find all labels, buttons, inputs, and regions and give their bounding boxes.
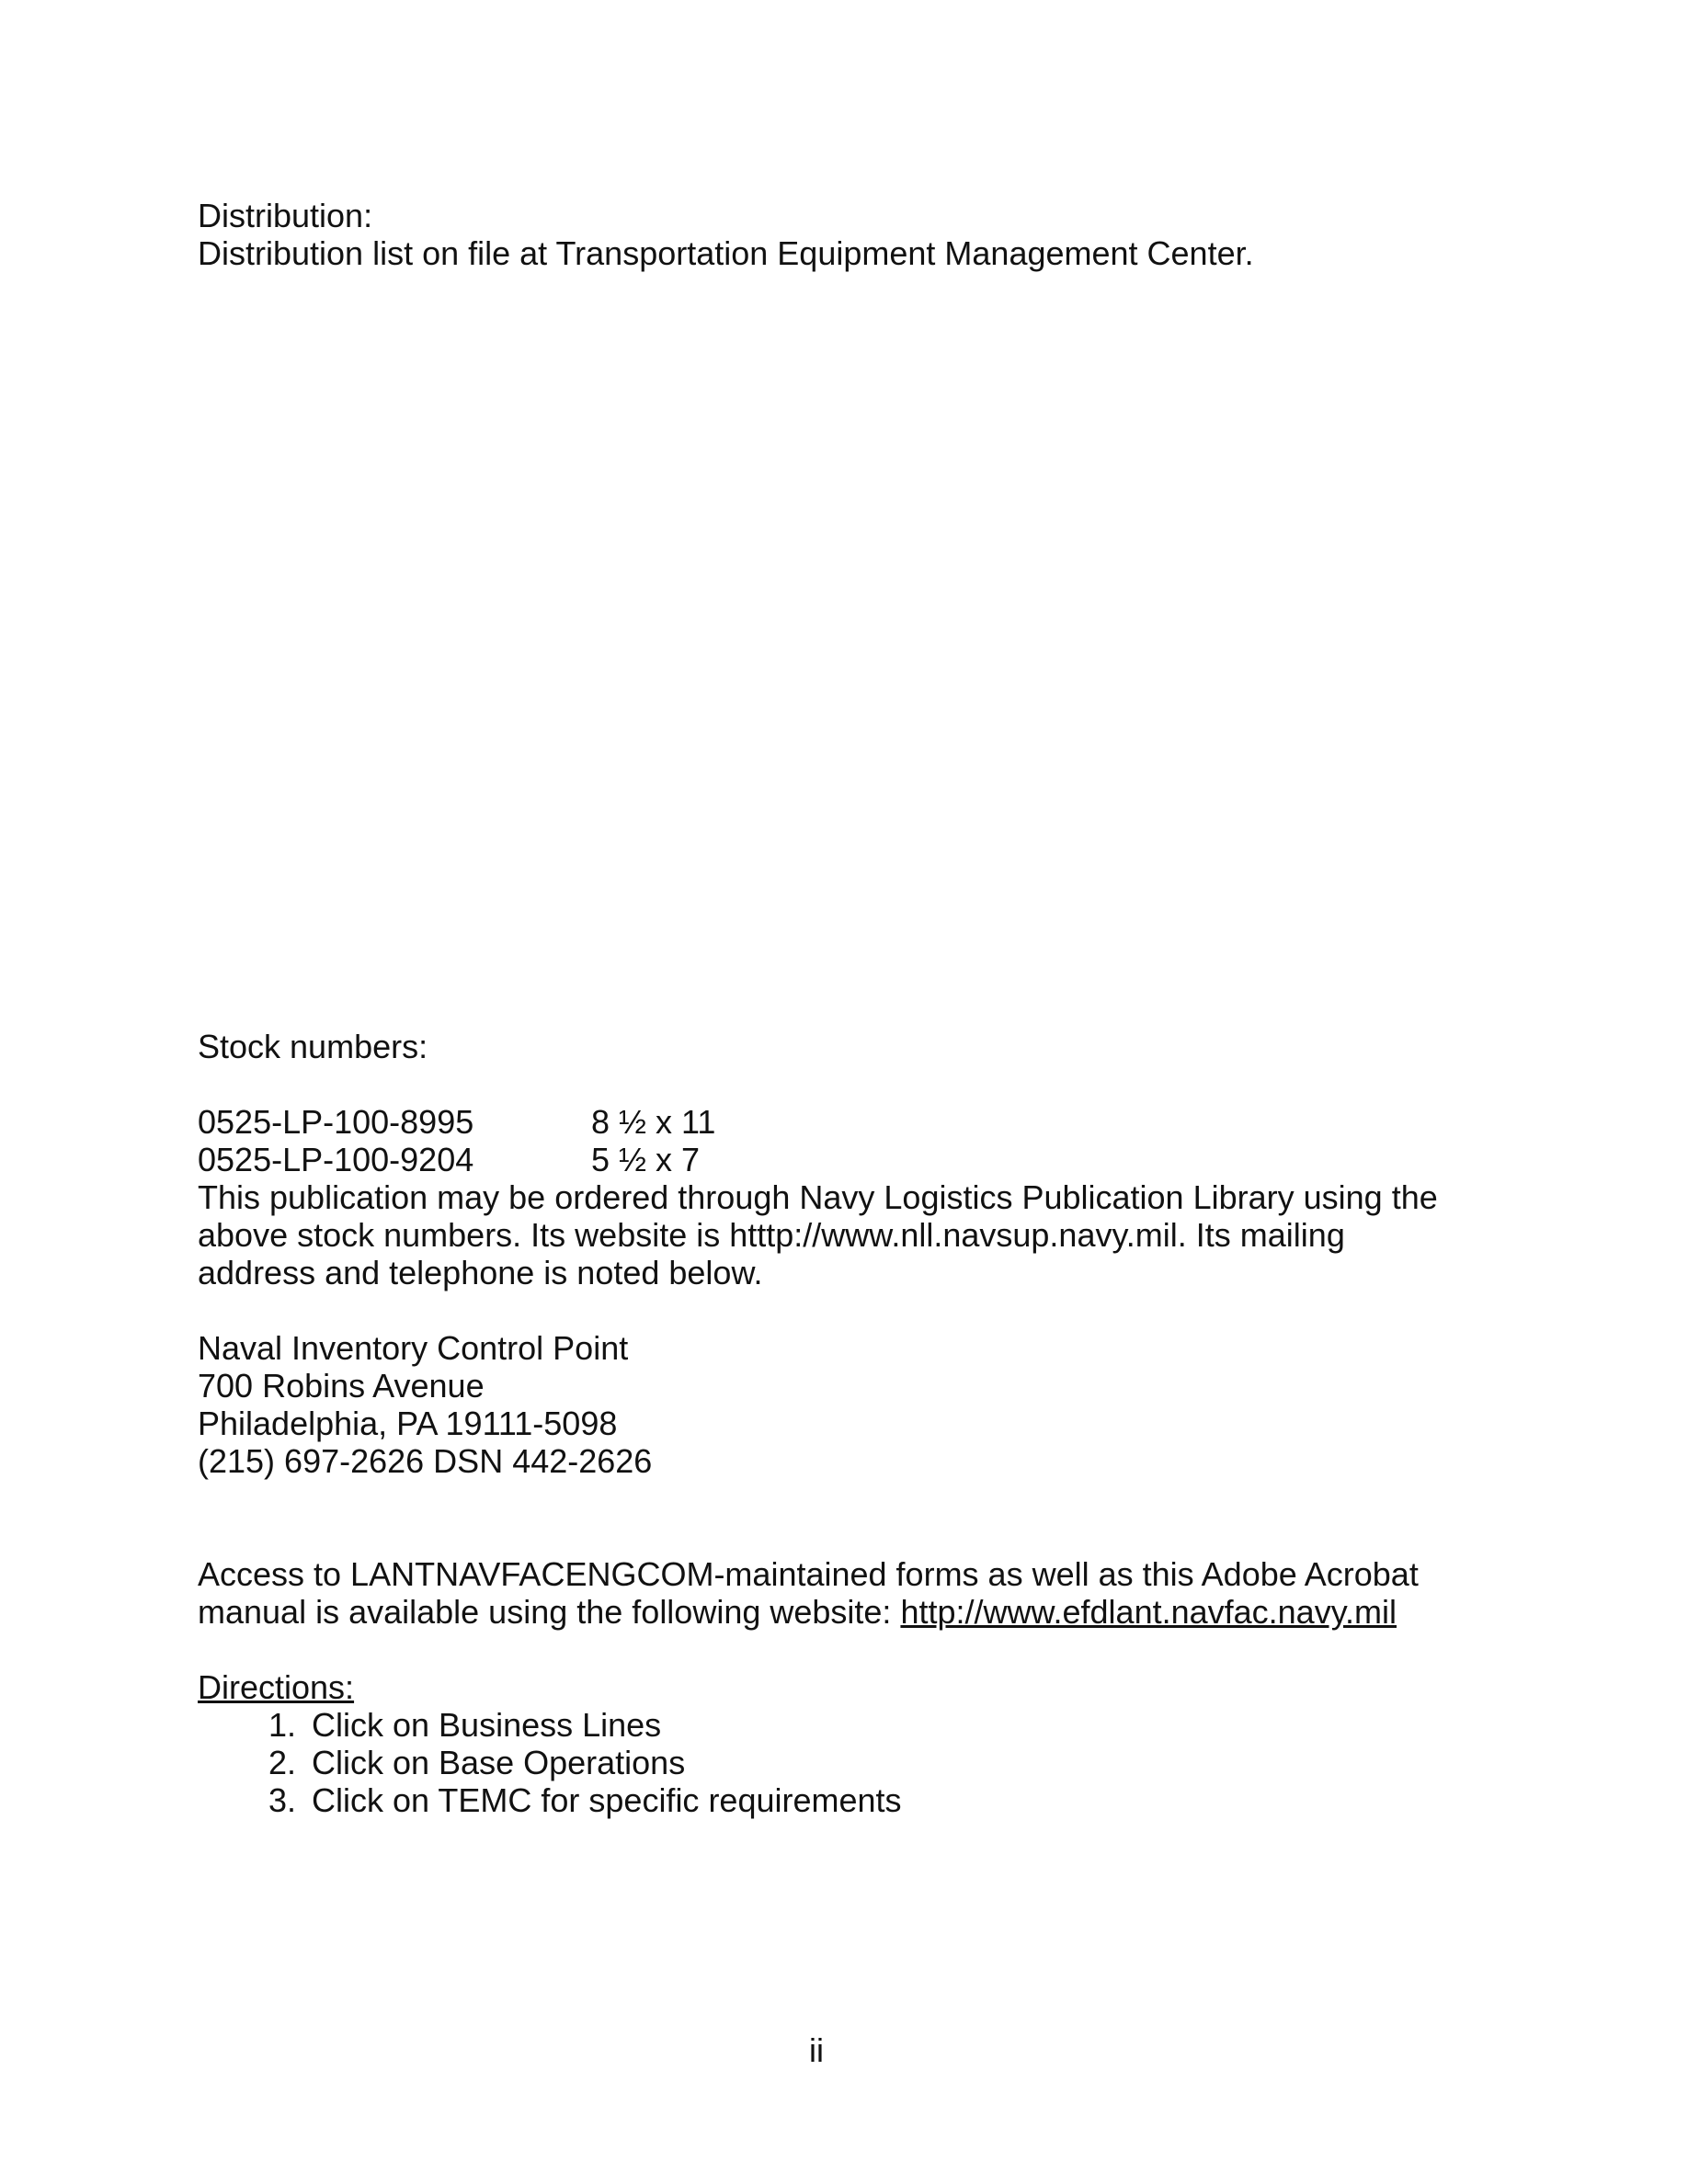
list-item-number: 2. — [268, 1744, 296, 1781]
list-item-text: Click on TEMC for specific requirements — [312, 1781, 902, 1819]
stock-numbers-table — [198, 1103, 1522, 1178]
list-item-number: 3. — [268, 1781, 296, 1819]
distribution-text: Distribution list on file at Transportation Equipment Management Center. — [198, 234, 1254, 272]
stock-number: 0525-LP-100-8995 — [198, 1103, 474, 1141]
page-number: ii — [809, 2031, 824, 2069]
access-line-2 — [198, 1593, 1522, 1631]
stock-size: 8 ½ x 11 — [591, 1103, 716, 1141]
distribution-heading: Distribution: — [198, 197, 373, 234]
mailing-address — [198, 1329, 1522, 1480]
paragraph-line: above stock numbers. Its website is htttp://www.nll.navsup.navy.mil. Its mailing — [198, 1216, 1345, 1254]
address-line: (215) 697-2626 DSN 442-2626 — [198, 1442, 653, 1480]
list-item-text: Click on Base Operations — [312, 1744, 686, 1781]
list-item — [198, 1706, 1522, 1744]
access-line-1: Access to LANTNAVFACENGCOM-maintained forms as well as this Adobe Acrobat — [198, 1555, 1419, 1593]
ordering-paragraph — [198, 1178, 1522, 1291]
stock-size: 5 ½ x 7 — [591, 1141, 701, 1178]
list-item — [198, 1781, 1522, 1819]
directions-heading: Directions: — [198, 1668, 355, 1706]
efdlant-website-link[interactable]: http://www.efdlant.navfac.navy.mil — [900, 1593, 1397, 1631]
address-line: 700 Robins Avenue — [198, 1367, 485, 1405]
stock-heading: Stock numbers: — [198, 1028, 428, 1065]
paragraph-line: address and telephone is noted below. — [198, 1254, 763, 1291]
address-line: Philadelphia, PA 19111-5098 — [198, 1405, 618, 1442]
paragraph-line: This publication may be ordered through Navy Logistics Publication Library using the — [198, 1178, 1438, 1216]
list-item — [198, 1744, 1522, 1781]
list-item-text: Click on Business Lines — [312, 1706, 662, 1744]
directions-section — [198, 1668, 1522, 1819]
stock-row — [198, 1103, 1522, 1141]
list-item-number: 1. — [268, 1706, 296, 1744]
distribution-section — [198, 197, 1522, 272]
stock-row — [198, 1141, 1522, 1178]
directions-list — [198, 1706, 1522, 1819]
stock-section-heading — [198, 1028, 1522, 1065]
access-line-2-text: manual is available using the following website: — [198, 1593, 901, 1631]
address-line: Naval Inventory Control Point — [198, 1329, 629, 1367]
access-paragraph — [198, 1555, 1522, 1631]
stock-number: 0525-LP-100-9204 — [198, 1141, 474, 1178]
